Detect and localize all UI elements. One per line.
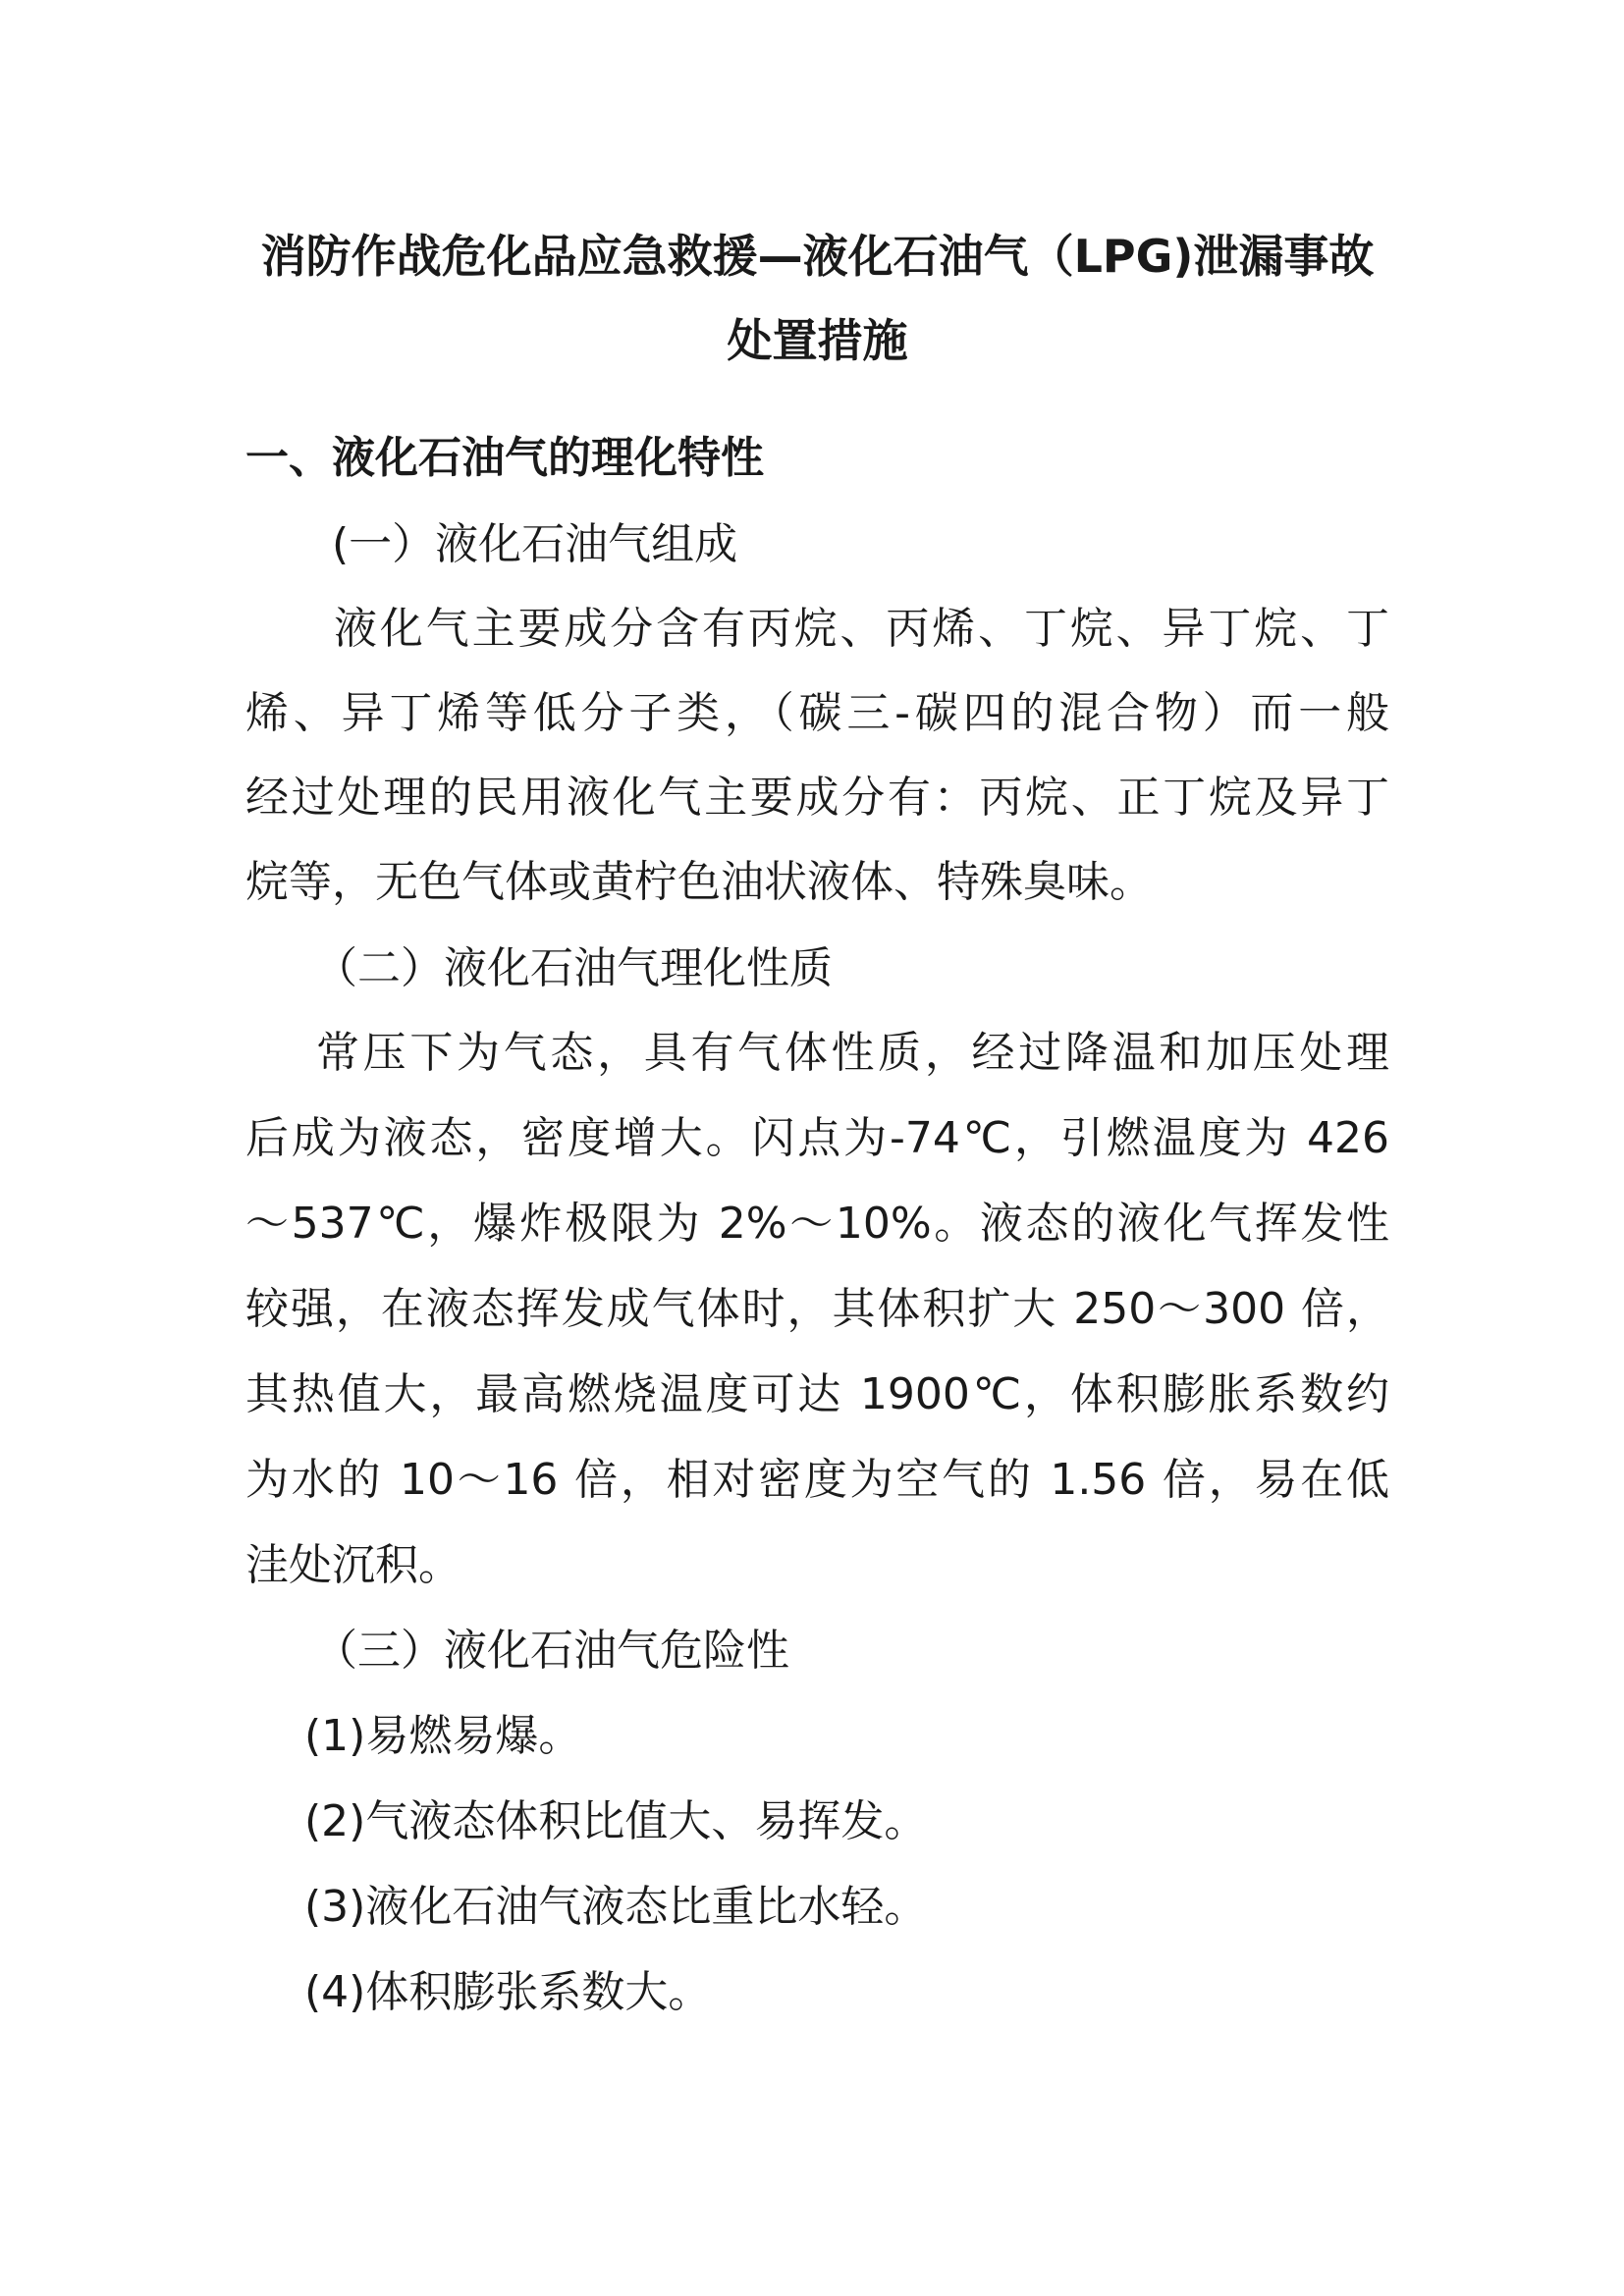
- subsection-heading-2: （二）液化石油气理化性质: [314, 943, 833, 993]
- hazard-item-4: (4)体积膨张系数大。: [304, 1967, 712, 2017]
- paragraph-1-line-4: 烷等，无色气体或黄柠色油状液体、特殊臭味。: [245, 857, 1153, 907]
- paragraph-1-line-3: 经过处理的民用液化气主要成分有：丙烷、正丁烷及异丁: [245, 773, 1389, 823]
- paragraph-2-line-4: 较强，在液态挥发成气体时，其体积扩大 250～300 倍，: [245, 1284, 1389, 1334]
- paragraph-2-line-7: 洼处沉积。: [245, 1540, 461, 1590]
- paragraph-1-line-1: 液化气主要成分含有丙烷、丙烯、丁烷、异丁烷、丁: [334, 604, 1389, 654]
- paragraph-2-line-3: ～537℃，爆炸极限为 2%～10%。液态的液化气挥发性: [245, 1199, 1389, 1249]
- section-heading-1: 一、液化石油气的理化特性: [245, 433, 764, 483]
- document-title-line-2: 处置措施: [727, 314, 908, 367]
- hazard-item-1: (1)易燃易爆。: [304, 1711, 582, 1761]
- paragraph-2-line-2: 后成为液态，密度增大。闪点为-74℃，引燃温度为 426: [245, 1113, 1389, 1163]
- hazard-item-2: (2)气液态体积比值大、易挥发。: [304, 1796, 928, 1846]
- paragraph-2-line-5: 其热值大，最高燃烧温度可达 1900℃，体积膨胀系数约: [245, 1369, 1389, 1419]
- hazard-item-3: (3)液化石油气液态比重比水轻。: [304, 1882, 928, 1932]
- paragraph-2-line-6: 为水的 10～16 倍，相对密度为空气的 1.56 倍，易在低: [245, 1455, 1389, 1505]
- document-title-line-1: 消防作战危化品应急救援—液化石油气（LPG)泄漏事故: [260, 230, 1375, 283]
- subsection-heading-1: (一）液化石油气组成: [332, 519, 738, 569]
- subsection-heading-3: （三）液化石油气危险性: [314, 1626, 789, 1676]
- paragraph-2-line-1: 常压下为气态，具有气体性质，经过降温和加压处理: [316, 1028, 1389, 1078]
- paragraph-1-line-2: 烯、异丁烯等低分子类，（碳三-碳四的混合物）而一般: [245, 688, 1389, 738]
